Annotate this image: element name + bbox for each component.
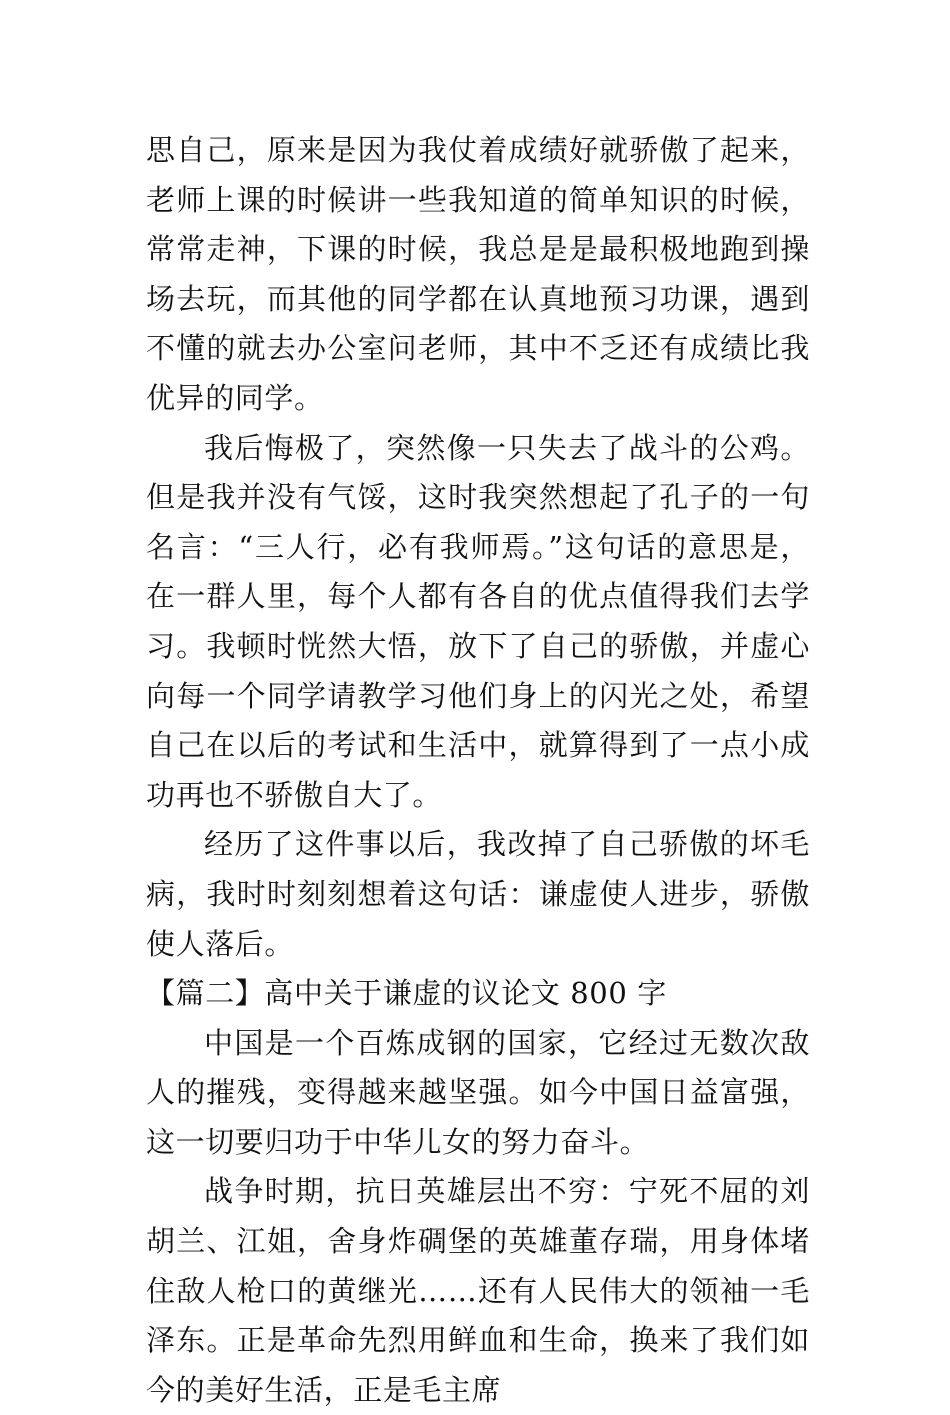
- section-heading: 【篇二】高中关于谦虚的议论文 800 字: [146, 976, 667, 1011]
- paragraph-regret: 我后悔极了，突然像一只失去了战斗的公鸡。但是我并没有气馁，这时我突然想起了孔子的一句名言：“三人行，必有我师焉。”这句话的意思是，在一群人里，每个人都有各自的优点值得我们去学习。我顿时恍然大悟，放下了自己的骄傲，并虚心向每一个同学请教学习他们身上的闪光之处，希望自己在以后的考试和生活中，就算得到了一点小成功再也不骄傲自大了。: [146, 430, 810, 812]
- document-body: [146, 126, 810, 1415]
- paragraph-continued: 思自己，原来是因为我仗着成绩好就骄傲了起来，老师上课的时候讲一些我知道的简单知识的时候，常常走神，下课的时候，我总是是最积极地跑到操场去玩，而其他的同学都在认真地预习功课，遇到不懂的就去办公室问老师，其中不乏还有成绩比我优异的同学。: [146, 133, 810, 415]
- paragraph-china: 中国是一个百炼成钢的国家，它经过无数次敌人的摧残，变得越来越坚强。如今中国日益富强，这一切要归功于中华儿女的努力奋斗。: [146, 1025, 810, 1159]
- paragraph-war-heroes: 战争时期，抗日英雄层出不穷：宁死不屈的刘胡兰、江姐，舍身炸碉堡的英雄董存瑞，用身体堵住敌人枪口的黄继光……还有人民伟大的领袖一毛泽东。正是革命先烈用鲜血和生命，换来了我们如今的美好生活，正是毛主席: [146, 1174, 810, 1407]
- paragraph-conclusion: 经历了这件事以后，我改掉了自己骄傲的坏毛病，我时时刻刻想着这句话：谦虚使人进步，骄傲使人落后。: [146, 827, 810, 961]
